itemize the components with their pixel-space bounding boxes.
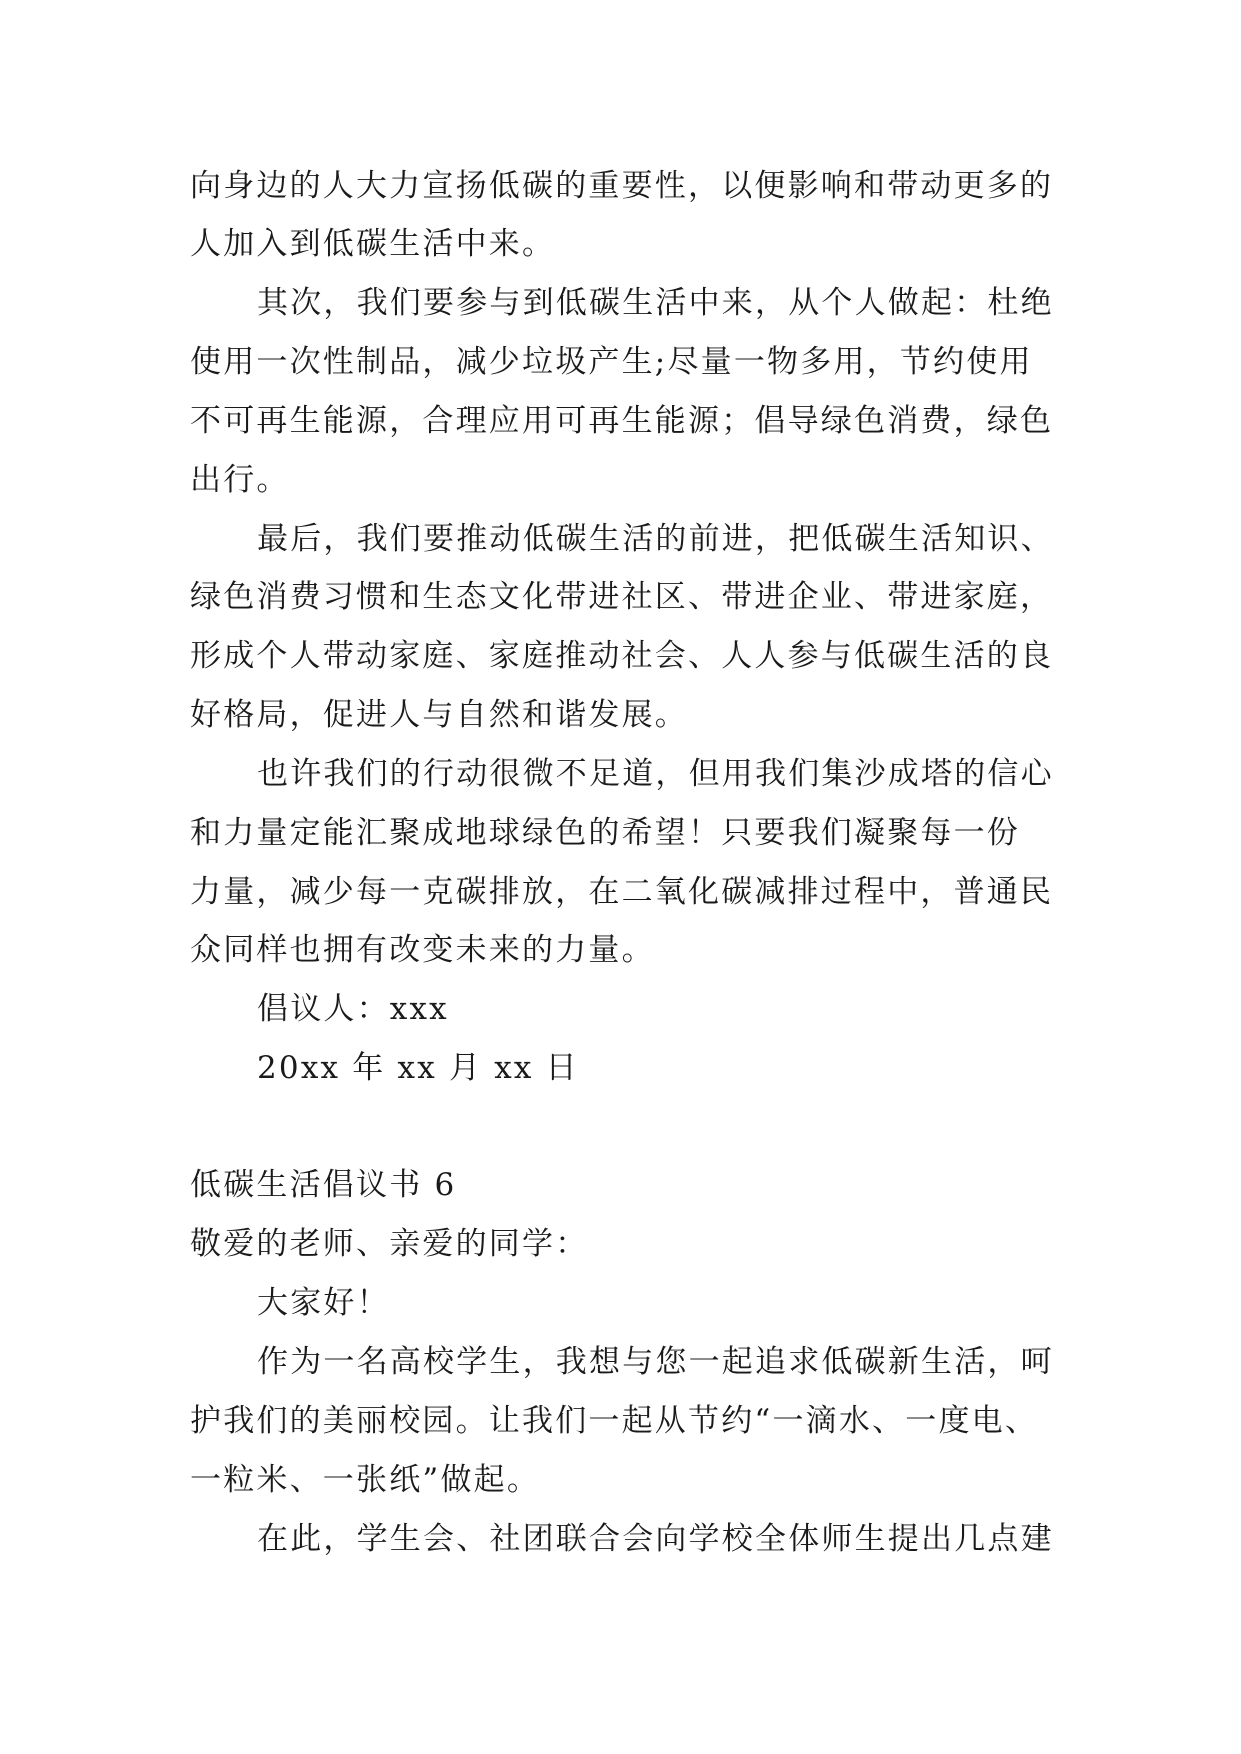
signature-initiator: 倡议人：xxx: [257, 991, 449, 1027]
paragraph-line: 不可再生能源，合理应用可再生能源；倡导绿色消费，绿色: [190, 403, 1054, 439]
greeting: 大家好！: [257, 1285, 390, 1321]
paragraph-line: 作为一名高校学生，我想与您一起追求低碳新生活，呵: [257, 1344, 1054, 1380]
paragraph-line: 形成个人带动家庭、家庭推动社会、人人参与低碳生活的良: [190, 638, 1054, 674]
paragraph-line: 一粒米、一张纸”做起。: [190, 1462, 541, 1498]
paragraph-line: 最后，我们要推动低碳生活的前进，把低碳生活知识、: [257, 521, 1054, 557]
paragraph-line: 和力量定能汇聚成地球绿色的希望！只要我们凝聚每一份: [190, 815, 1020, 851]
paragraph-line: 众同样也拥有改变未来的力量。: [190, 932, 655, 968]
salutation: 敬爱的老师、亲爱的同学：: [190, 1226, 589, 1262]
section-title: 低碳生活倡议书 6: [190, 1167, 457, 1203]
paragraph-line: 使用一次性制品，减少垃圾产生;尽量一物多用，节约使用: [190, 344, 1033, 380]
paragraph-line: 力量，减少每一克碳排放，在二氧化碳减排过程中，普通民: [190, 874, 1054, 910]
paragraph-line: 也许我们的行动很微不足道，但用我们集沙成塔的信心: [257, 756, 1054, 792]
paragraph-line: 好格局，促进人与自然和谐发展。: [190, 697, 688, 733]
paragraph-line: 在此，学生会、社团联合会向学校全体师生提出几点建: [257, 1521, 1054, 1557]
paragraph-line: 人加入到低碳生活中来。: [190, 226, 556, 262]
signature-date: 20xx 年 xx 月 xx 日: [257, 1050, 579, 1086]
paragraph-line: 出行。: [190, 462, 290, 498]
paragraph-line: 其次，我们要参与到低碳生活中来，从个人做起：杜绝: [257, 285, 1054, 321]
paragraph-line: 向身边的人大力宣扬低碳的重要性，以便影响和带动更多的: [190, 168, 1054, 204]
paragraph-line: 护我们的美丽校园。让我们一起从节约“一滴水、一度电、: [190, 1403, 1039, 1439]
paragraph-line: 绿色消费习惯和生态文化带进社区、带进企业、带进家庭，: [190, 579, 1054, 615]
